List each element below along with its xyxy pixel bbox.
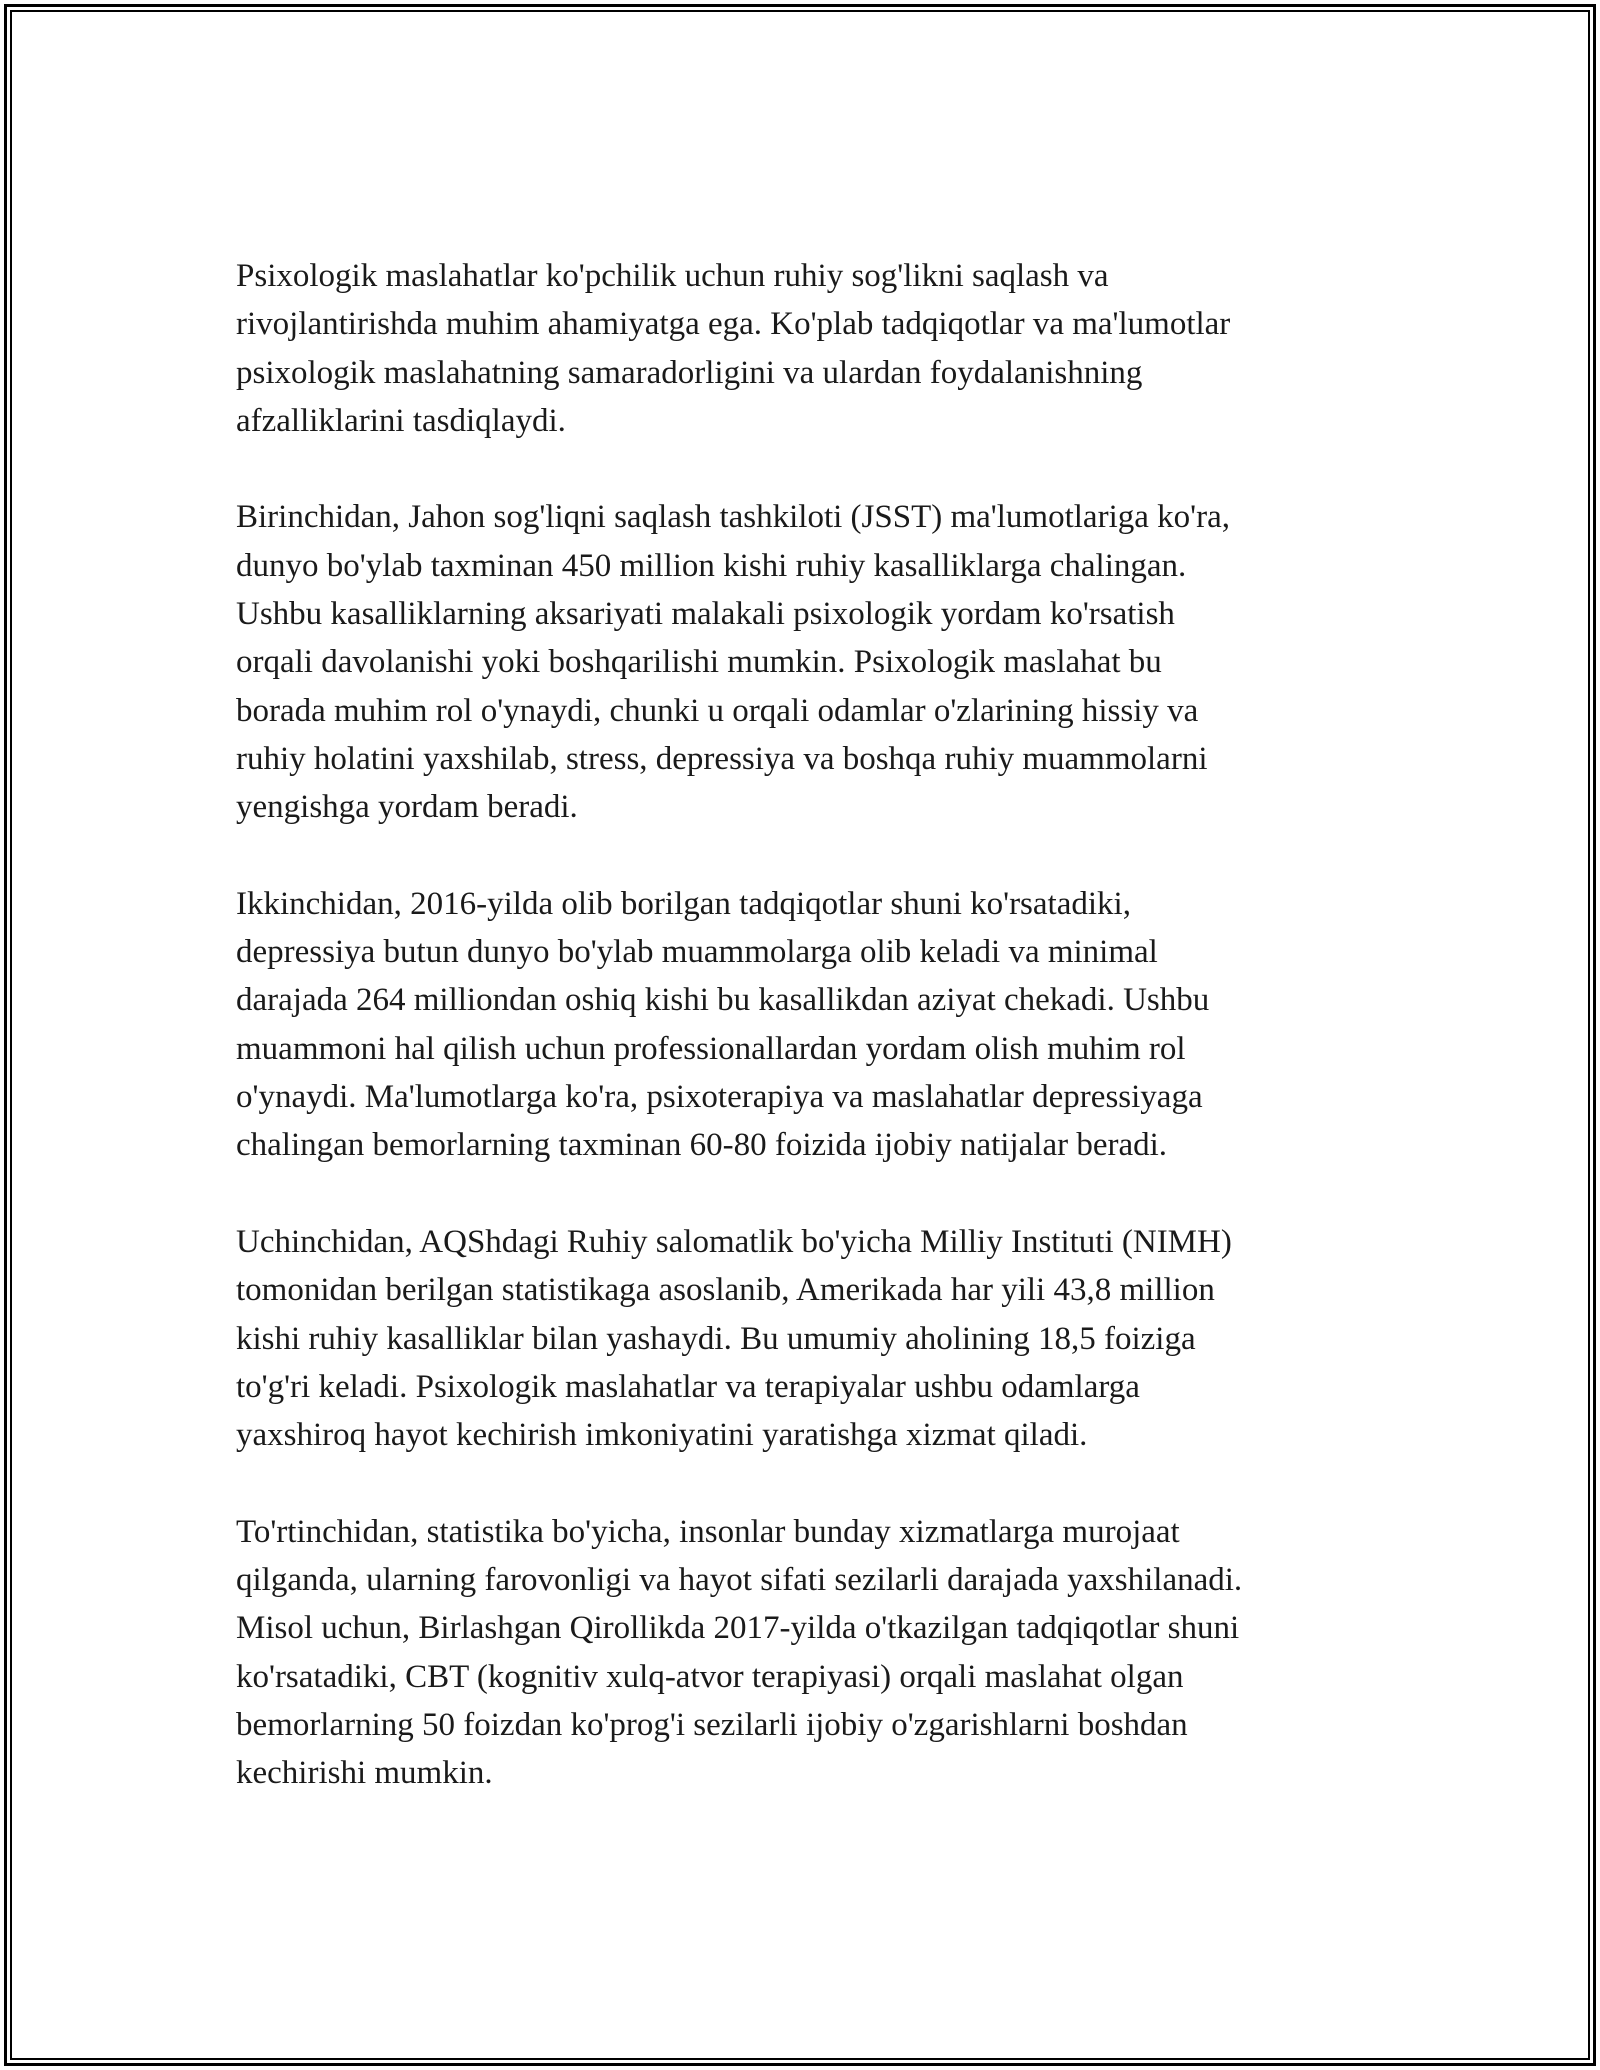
text-line: o'ynaydi. Ma'lumotlarga ko'ra, psixoterapiya va maslahatlar depressiyaga — [236, 1079, 1203, 1116]
text-line: orqali davolanishi yoki boshqarilishi mumkin. Psixologik maslahat bu — [236, 644, 1162, 681]
text-line: dunyo bo'ylab taxminan 450 million kishi ruhiy kasalliklarga chalingan. — [236, 547, 1187, 584]
text-line: Birinchidan, Jahon sog'liqni saqlash tashkiloti (JSST) ma'lumotlariga ko'ra, — [236, 499, 1230, 536]
document-body — [236, 252, 1366, 1798]
text-line: muammoni hal qilish uchun professionallardan yordam olish muhim rol — [236, 1030, 1186, 1067]
text-line: afzalliklarini tasdiqlaydi. — [236, 402, 566, 439]
paragraph-fourth — [236, 1508, 1366, 1798]
paragraph-third — [236, 1218, 1366, 1459]
text-line: rivojlantirishda muhim ahamiyatga ega. Ko'plab tadqiqotlar va ma'lumotlar — [236, 306, 1231, 343]
paragraph-intro — [236, 252, 1366, 445]
text-line: Psixologik maslahatlar ko'pchilik uchun ruhiy sog'likni saqlash va — [236, 258, 1109, 294]
text-line: tomonidan berilgan statistikaga asoslanib, Amerikada har yili 43,8 million — [236, 1272, 1215, 1309]
text-line: kechirishi mumkin. — [236, 1755, 493, 1792]
paragraph-second — [236, 880, 1366, 1170]
text-line: darajada 264 milliondan oshiq kishi bu kasallikdan aziyat chekadi. Ushbu — [236, 982, 1210, 1019]
text-line: ko'rsatadiki, CBT (kognitiv xulq-atvor terapiyasi) orqali maslahat olgan — [236, 1658, 1184, 1695]
text-line: Ushbu kasalliklarning aksariyati malakali psixologik yordam ko'rsatish — [236, 596, 1175, 633]
text-line: To'rtinchidan, statistika bo'yicha, insonlar bunday xizmatlarga murojaat — [236, 1513, 1180, 1550]
text-line: Ikkinchidan, 2016-yilda olib borilgan tadqiqotlar shuni ko'rsatadiki, — [236, 885, 1131, 922]
text-line: ruhiy holatini yaxshilab, stress, depressiya va boshqa ruhiy muammolarni — [236, 740, 1208, 777]
text-line: psixologik maslahatning samaradorligini va ulardan foydalanishning — [236, 354, 1143, 391]
text-line: to'g'ri keladi. Psixologik maslahatlar va terapiyalar ushbu odamlarga — [236, 1368, 1140, 1405]
text-line: bemorlarning 50 foizdan ko'prog'i sezilarli ijobiy o'zgarishlarni boshdan — [236, 1706, 1188, 1743]
text-line: kishi ruhiy kasalliklar bilan yashaydi. Bu umumiy aholining 18,5 foiziga — [236, 1320, 1196, 1357]
text-line: depressiya butun dunyo bo'ylab muammolarga olib keladi va minimal — [236, 934, 1158, 971]
paragraph-first — [236, 493, 1366, 831]
text-line: borada muhim rol o'ynaydi, chunki u orqali odamlar o'zlarining hissiy va — [236, 692, 1199, 729]
text-line: chalingan bemorlarning taxminan 60-80 foizida ijobiy natijalar beradi. — [236, 1127, 1168, 1164]
text-line: yengishga yordam beradi. — [236, 789, 578, 826]
text-line: qilganda, ularning farovonligi va hayot sifati sezilarli darajada yaxshilanadi. — [236, 1562, 1243, 1599]
text-line: Misol uchun, Birlashgan Qirollikda 2017-yilda o'tkazilgan tadqiqotlar shuni — [236, 1610, 1240, 1647]
text-line: yaxshiroq hayot kechirish imkoniyatini yaratishga xizmat qiladi. — [236, 1417, 1088, 1454]
text-line: Uchinchidan, AQShdagi Ruhiy salomatlik bo'yicha Milliy Instituti (NIMH) — [236, 1223, 1232, 1260]
